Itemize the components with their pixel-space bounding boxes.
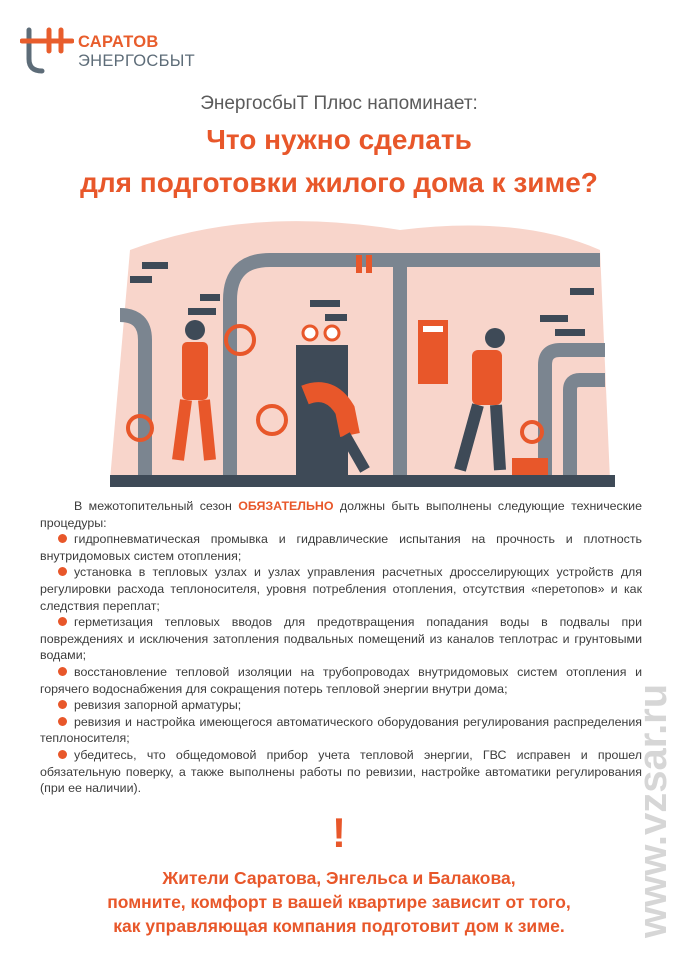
closing-line2: помните, комфорт в вашей квартире зависит от того, xyxy=(107,892,571,912)
list-item: ревизия и настройка имеющегося автоматического оборудования регулирования распределения теплоносителя; xyxy=(40,714,642,746)
bullet-icon xyxy=(58,534,67,543)
kicker-text: ЭнергосбыТ Плюс напоминает: xyxy=(200,93,478,114)
company-logo xyxy=(20,27,220,75)
bullet-icon xyxy=(58,750,67,759)
intro-highlight: ОБЯЗАТЕЛЬНО xyxy=(238,499,334,513)
floor xyxy=(110,475,615,487)
logo-mark-icon xyxy=(20,27,74,75)
list-item: ревизия запорной арматуры; xyxy=(40,697,642,714)
closing-line3: как управляющая компания подготовит дом к зиме. xyxy=(113,916,565,936)
basement-pipes-illustration xyxy=(100,220,620,490)
exclamation-mark: ! xyxy=(332,809,346,856)
list-item: восстановление тепловой изоляции на трубопроводах внутридомовых систем отопления и горячего водоснабжения для сокращения потерь тепловой энергии внутри дома; xyxy=(40,664,642,696)
bullet-icon xyxy=(58,700,67,709)
title-line1: Что нужно сделать xyxy=(206,124,472,155)
logo-line1: САРАТОВ xyxy=(78,33,159,51)
list-item: убедитесь, что общедомовой прибор учета тепловой энергии, ГВС исправен и прошел обязательную поверку, а также выполнены работы по ревизии, настройке автоматики регулирования (при ее наличии). xyxy=(40,747,642,796)
procedures-text xyxy=(40,498,642,797)
intro-before: В межотопительный сезон xyxy=(74,499,232,513)
bullet-icon xyxy=(58,617,67,626)
list-item: гидропневматическая промывка и гидравлические испытания на прочность и плотность внутридомовых систем отопления; xyxy=(40,532,642,563)
toolbox xyxy=(512,458,548,476)
site-watermark xyxy=(630,610,676,940)
bullet-icon xyxy=(58,717,67,726)
watermark-text: www.vzsar.ru xyxy=(631,683,675,938)
list-item: установка в тепловых узлах и узлах управления расчетных дросселирующих устройств для регулировки расхода теплоносителя, уровня потребления отопления, отсутствия «перетопов» и как следствия переплат; xyxy=(40,565,642,613)
bullet-icon xyxy=(58,567,67,576)
closing-message xyxy=(0,866,678,938)
closing-line1: Жители Саратова, Энгельса и Балакова, xyxy=(162,868,516,888)
list-item: герметизация тепловых вводов для предотвращения попадания воды в подвалы при повреждениях и исключения затопления подвальных помещений из каналов теплотрас и грунтовыми водами; xyxy=(40,615,642,663)
intro-paragraph xyxy=(40,498,642,531)
intro-after: должны быть выполнены следующие технические процедуры: xyxy=(40,499,642,530)
bullet-icon xyxy=(58,667,67,676)
title-line2: для подготовки жилого дома к зиме? xyxy=(80,167,598,198)
logo-line2: ЭНЕРГОСБЫТ xyxy=(78,52,196,70)
